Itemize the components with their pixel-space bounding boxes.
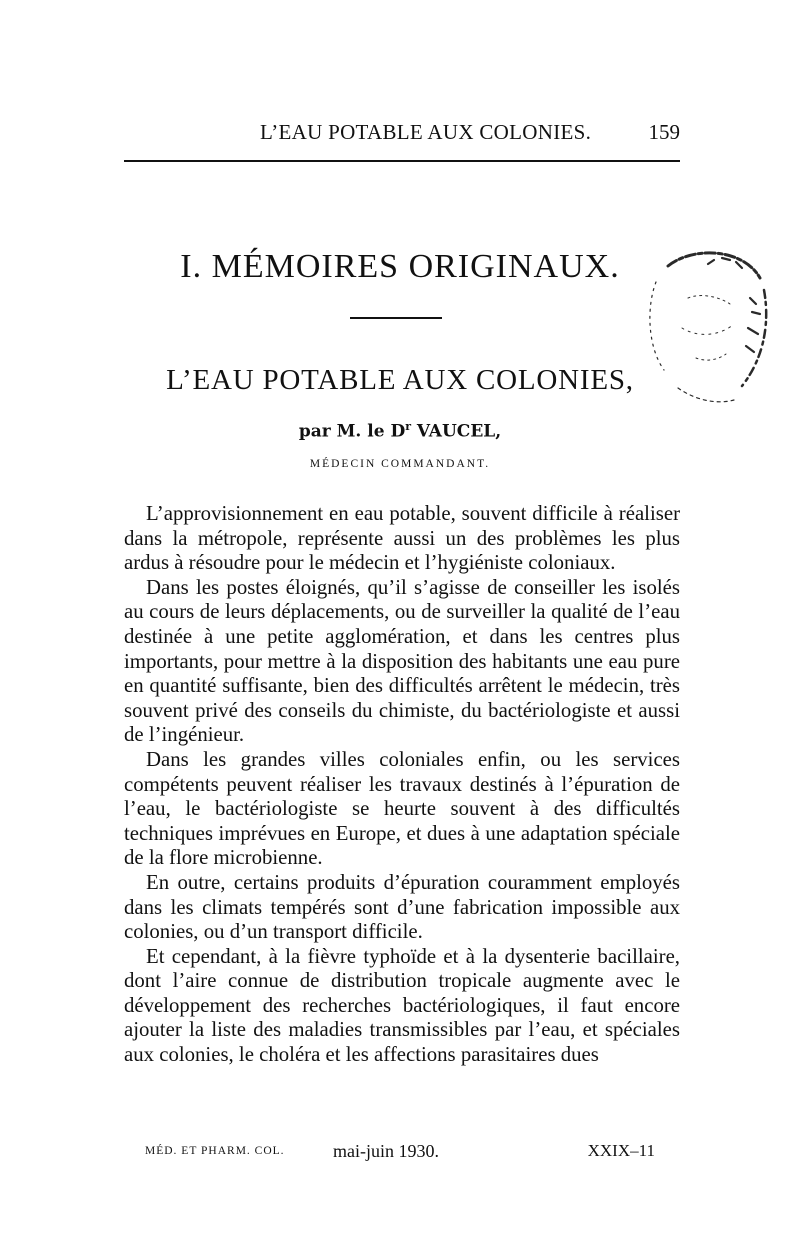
library-stamp-icon [638, 238, 770, 410]
running-title: L’EAU POTABLE AUX COLONIES. [260, 120, 592, 144]
page-number: 159 [648, 120, 680, 144]
section-rule [350, 317, 442, 319]
paragraph: Dans les grandes villes coloniales enfin, ou les services compétents peuvent réaliser les travaux destinés à l’épuration de l’eau, le bactériologiste se heurte souvent à des difficultés techniques imprévues en Europe, et dues à une adaptation spéciale de la flore microbienne. [124, 747, 680, 870]
paragraph: L’approvisionnement en eau potable, souvent difficile à réaliser dans la métropole, représente aussi un des problèmes les plus ardus à résoudre pour le médecin et l’hygiéniste coloniaux. [124, 502, 680, 575]
page-footer [145, 1141, 655, 1167]
header-rule [124, 160, 680, 162]
issue-date: mai-juin 1930. [333, 1141, 439, 1161]
section-heading: I. MÉMOIRES ORIGINAUX. [180, 248, 620, 285]
author-title: MÉDECIN COMMANDANT. [309, 458, 491, 470]
journal-signature: MÉD. ET PHARM. COL. [145, 1145, 285, 1157]
paragraph: Et cependant, à la fièvre typhoïde et à la dysenterie bacillaire, dont l’aire connue de distribution tropicale augmente avec le développement des recherches bactériologiques, il faut encore ajouter la liste des maladies transmissibles par l’eau, et spéciales aux colonies, le choléra et les affections parasitaires dues [124, 944, 680, 1067]
byline [0, 420, 800, 442]
byline-prefix: par M. le D [298, 421, 406, 442]
signature-mark: XXIX–11 [587, 1141, 655, 1160]
body-text [124, 502, 680, 1068]
paragraph: Dans les postes éloignés, qu’il s’agisse de conseiller les isolés au cours de leurs déplacements, ou de surveiller la qualité de l’eau destinée à une petite agglomération, et dans les centres plus importants, pour mettre à la disposition des habitants une eau pure en quantité suffisante, bien des difficultés arrêtent le médecin, très souvent privé des conseils du chimiste, du bactériologiste et aussi de l’ingénieur. [124, 575, 680, 747]
running-head [124, 118, 680, 150]
author-name: VAUCEL, [411, 421, 502, 442]
article-title: L’EAU POTABLE AUX COLONIES, [166, 364, 634, 396]
paragraph: En outre, certains produits d’épuration couramment employés dans les climats tempérés sont d’une fabrication impossible aux colonies, ou d’un transport difficile. [124, 870, 680, 944]
byline-sup: r [405, 420, 411, 433]
